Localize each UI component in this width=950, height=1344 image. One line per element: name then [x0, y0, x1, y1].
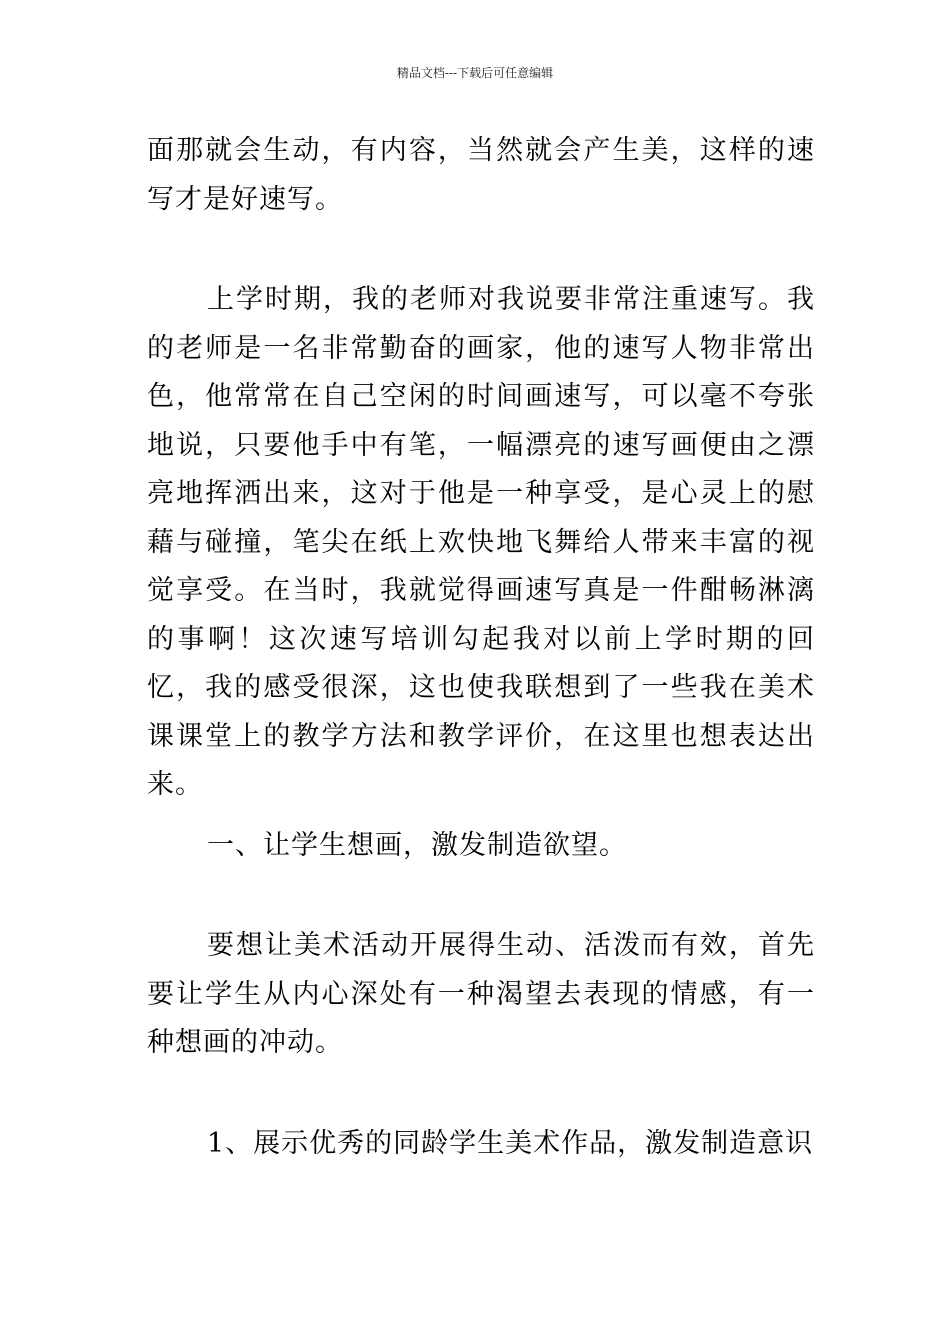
page-header: 精品文档---下载后可任意编辑 [396, 66, 554, 80]
paragraph-motivation: 要想让美术活动开展得生动、活泼而有效，首先要让学生从内心深处有一种渴望去表现的情感，有一种想画的冲动。 [147, 930, 815, 1058]
section-heading-1: 一、让学生想画，激发制造欲望。 [207, 830, 627, 861]
paragraph-continuation: 面那就会生动，有内容，当然就会产生美，这样的速写才是好速写。 [147, 135, 815, 215]
subheading-1: 1、展示优秀的同龄学生美术作品，激发制造意识 [207, 1128, 814, 1159]
paragraph-teacher-memory: 上学时期，我的老师对我说要非常注重速写。我的老师是一名非常勤奋的画家，他的速写人物非常出色，他常常在自己空闲的时间画速写，可以毫不夸张地说，只要他手中有笔，一幅漂亮的速写画便由之漂亮地挥洒出来，这对于他是一种享受，是心灵上的慰藉与碰撞，笔尖在纸上欢快地飞舞给人带来丰富的视觉享受。在当时，我就觉得画速写真是一件酣畅淋漓的事啊！这次速写培训勾起我对以前上学时期的回忆，我的感受很深，这也使我联想到了一些我在美术课课堂上的教学方法和教学评价，在这里也想表达出来。 [147, 284, 815, 800]
